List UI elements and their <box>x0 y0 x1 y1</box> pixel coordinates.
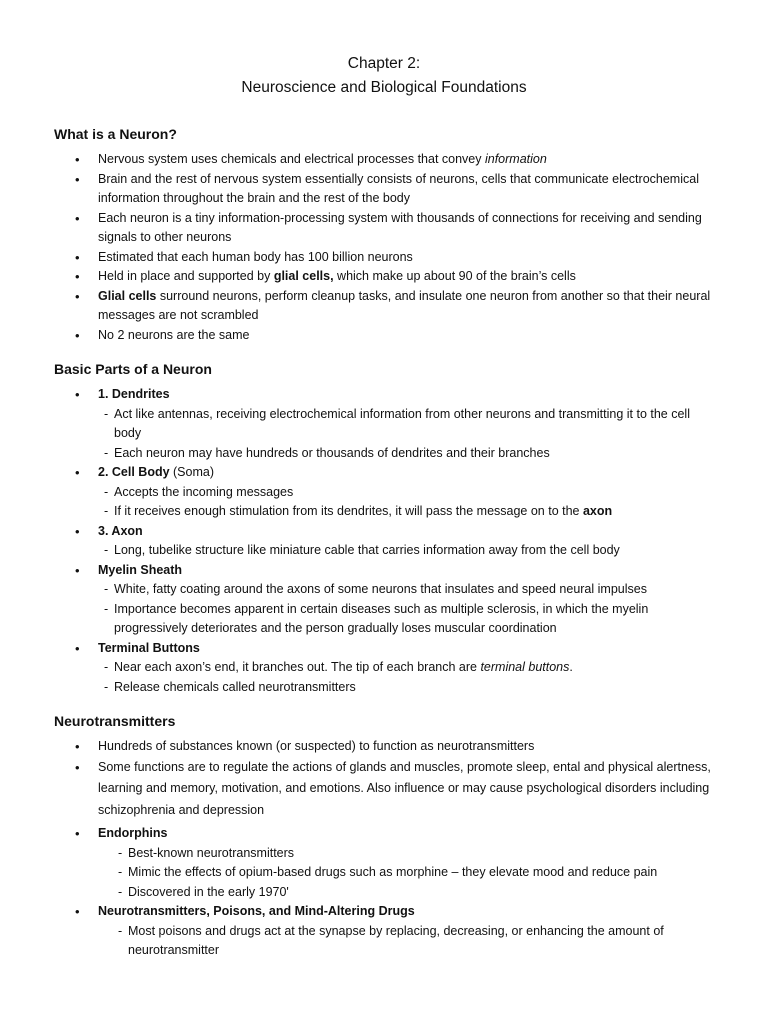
sub-item: - Mimic the effects of opium-based drugs such as morphine – they elevate mood and reduce pain <box>118 863 714 883</box>
item-bold: glial cells, <box>273 269 334 283</box>
item-text: Nervous system uses chemicals and electrical processes that convey <box>98 152 485 166</box>
sub-item: - Discovered in the early 1970' <box>118 883 714 903</box>
item-label: Endorphins <box>98 826 168 840</box>
sub-item: - Release chemicals called neurotransmitters <box>104 678 714 698</box>
list-item-terminal <box>54 639 714 698</box>
sub-list <box>98 844 714 903</box>
list-item-myelin <box>54 561 714 639</box>
list-item: • Brain and the rest of nervous system essentially consists of neurons, cells that communicate electrochemical information throughout the brain and the rest of the body <box>54 170 714 209</box>
list-item <box>54 267 714 287</box>
item-text: Near each axon’s end, it branches out. The tip of each branch are <box>114 660 481 674</box>
bullet-list <box>54 150 714 345</box>
list-item: • Some functions are to regulate the actions of glands and muscles, promote sleep, ental and physical alertness, learning and memory, motivation, and emotions. Also influence or may cause psychological disorders including schizophrenia and depression <box>54 757 714 822</box>
list-item-poisons <box>54 902 714 961</box>
sub-item: - Most poisons and drugs act at the synapse by replacing, decreasing, or enhancing the amount of neurotransmitter <box>118 922 714 961</box>
list-item <box>54 287 714 326</box>
sub-list <box>98 580 714 639</box>
item-text: which make up about 90 of the brain’s cells <box>333 269 576 283</box>
sub-item: - Long, tubelike structure like miniature cable that carries information away from the cell body <box>104 541 714 561</box>
item-bold: Glial cells <box>98 288 157 303</box>
item-label: 3. Axon <box>98 523 143 538</box>
sub-list <box>98 922 714 961</box>
sub-item: - Accepts the incoming messages <box>104 483 714 503</box>
sub-list <box>98 658 714 697</box>
item-label: Terminal Buttons <box>98 640 200 655</box>
item-text: surround neurons, perform cleanup tasks, and insulate one neuron from another so that their neural messages are not scrambled <box>98 288 711 322</box>
list-item: • No 2 neurons are the same <box>54 326 714 346</box>
sub-item <box>104 658 714 678</box>
list-item: • Estimated that each human body has 100 billion neurons <box>54 248 714 268</box>
section-heading: What is a Neuron? <box>54 126 177 142</box>
item-bold: axon <box>582 504 613 518</box>
item-emphasis: terminal buttons <box>480 660 570 674</box>
item-label: 2. Cell Body <box>98 465 170 479</box>
list-item-dendrites <box>54 385 714 463</box>
item-emphasis: information <box>484 152 547 166</box>
item-text: . <box>569 660 573 674</box>
section-basic-parts <box>54 359 714 697</box>
list-item-cell-body <box>54 463 714 522</box>
list-item-endorphins <box>54 824 714 902</box>
bullet-list <box>54 737 714 961</box>
item-label: 1. Dendrites <box>98 387 170 401</box>
section-what-is-neuron <box>54 124 714 345</box>
sub-list <box>98 541 714 561</box>
sub-item <box>104 502 714 522</box>
chapter-title: Neuroscience and Biological Foundations <box>241 79 527 96</box>
sub-item: - White, fatty coating around the axons of some neurons that insulates and speed neural impulses <box>104 580 714 600</box>
item-note: (Soma) <box>169 465 214 479</box>
sub-list <box>98 483 714 522</box>
item-text: Held in place and supported by <box>98 269 274 283</box>
list-item-axon <box>54 522 714 561</box>
sub-item: - Each neuron may have hundreds or thousands of dendrites and their branches <box>104 444 714 464</box>
section-heading: Basic Parts of a Neuron <box>54 361 212 377</box>
item-label: Neurotransmitters, Poisons, and Mind-Altering Drugs <box>98 904 415 918</box>
chapter-label: Chapter 2: <box>347 55 421 72</box>
page-title <box>54 52 714 100</box>
list-item: • Each neuron is a tiny information-processing system with thousands of connections for receiving and sending signals to other neurons <box>54 209 714 248</box>
sub-item: - Best-known neurotransmitters <box>118 844 714 864</box>
section-neurotransmitters <box>54 711 714 961</box>
item-label: Myelin Sheath <box>98 562 183 577</box>
sub-item: - Importance becomes apparent in certain diseases such as multiple sclerosis, in which the myelin progressively deteriorates and the person gradually loses muscular coordination <box>104 600 714 639</box>
sub-list <box>98 405 714 464</box>
list-item: • Hundreds of substances known (or suspected) to function as neurotransmitters <box>54 737 714 757</box>
item-text: If it receives enough stimulation from its dendrites, it will pass the message on to the <box>114 504 583 518</box>
sub-item: - Act like antennas, receiving electrochemical information from other neurons and transmitting it to the cell body <box>104 405 714 444</box>
list-item <box>54 150 714 170</box>
bullet-list <box>54 385 714 697</box>
section-heading: Neurotransmitters <box>54 713 176 729</box>
